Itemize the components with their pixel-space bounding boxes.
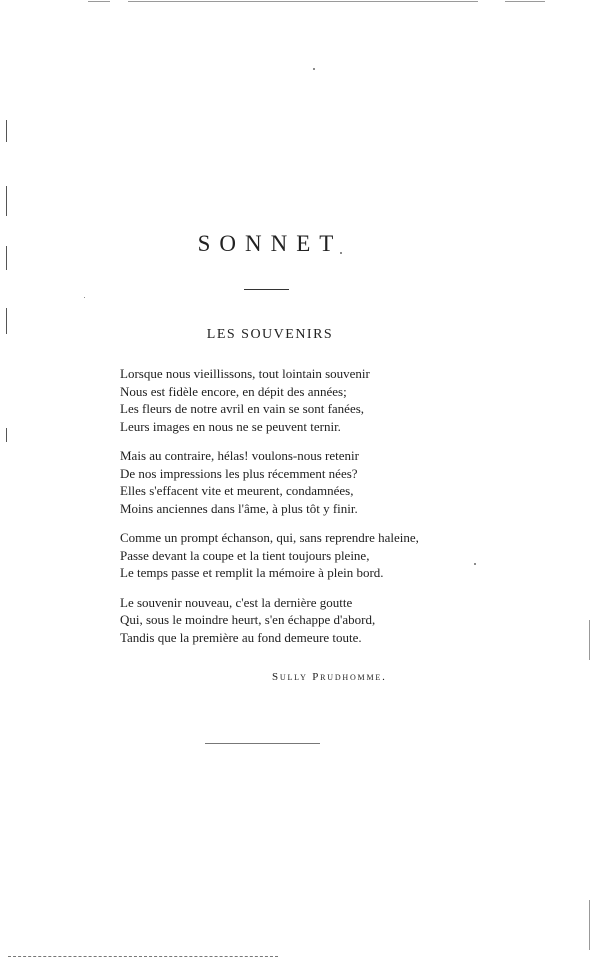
poem-line: Les fleurs de notre avril en vain se sont fanées, <box>120 401 365 416</box>
margin-mark <box>6 186 7 216</box>
scan-edge-line <box>88 1 110 2</box>
poem-line: Elles s'effacent vite et meurent, condamnées, <box>120 483 354 498</box>
end-rule <box>205 743 320 744</box>
poem-body <box>120 365 460 658</box>
poem-line: Moins anciennes dans l'âme, à plus tôt y finir. <box>120 500 358 516</box>
poem-subtitle: LES SOUVENIRS <box>206 327 334 342</box>
poem-line: Le souvenir nouveau, c'est la dernière goutte <box>120 594 353 610</box>
poem-line: Comme un prompt échanson, qui, sans reprendre haleine, <box>120 530 419 545</box>
poem-line: Lorsque nous vieillissons, tout lointain souvenir <box>120 366 370 381</box>
poem-line: Tandis que la première au fond demeure toute. <box>120 629 362 645</box>
margin-mark <box>6 428 7 442</box>
poem-line: Qui, sous le moindre heurt, s'en échappe d'abord, <box>120 612 376 627</box>
poem-line: Le temps passe et remplit la mémoire à plein bord. <box>120 565 384 580</box>
stanza-3 <box>120 529 460 582</box>
page-title: SONNET <box>197 231 343 256</box>
margin-mark <box>589 900 590 950</box>
poem-line: Leurs images en nous ne se peuvent ternir. <box>120 418 341 434</box>
scan-edge-line <box>8 956 278 958</box>
stanza-4 <box>120 594 460 647</box>
title-rule <box>244 289 289 290</box>
scan-edge-line <box>128 1 478 2</box>
margin-mark <box>6 120 7 142</box>
poem-line: Passe devant la coupe et la tient toujours pleine, <box>120 547 370 563</box>
scan-speck <box>313 68 315 70</box>
scan-speck <box>84 297 85 298</box>
stanza-2 <box>120 447 460 517</box>
stanza-1 <box>120 365 460 435</box>
poem-line: Nous est fidèle encore, en dépit des années; <box>120 383 347 399</box>
margin-mark <box>589 620 590 660</box>
author-signature: Sully Prudhomme. <box>272 671 387 683</box>
scan-speck <box>474 563 476 565</box>
poem-line: Mais au contraire, hélas! voulons-nous retenir <box>120 448 359 463</box>
scan-edge-line <box>505 1 545 2</box>
poem-line: De nos impressions les plus récemment nées? <box>120 465 358 481</box>
